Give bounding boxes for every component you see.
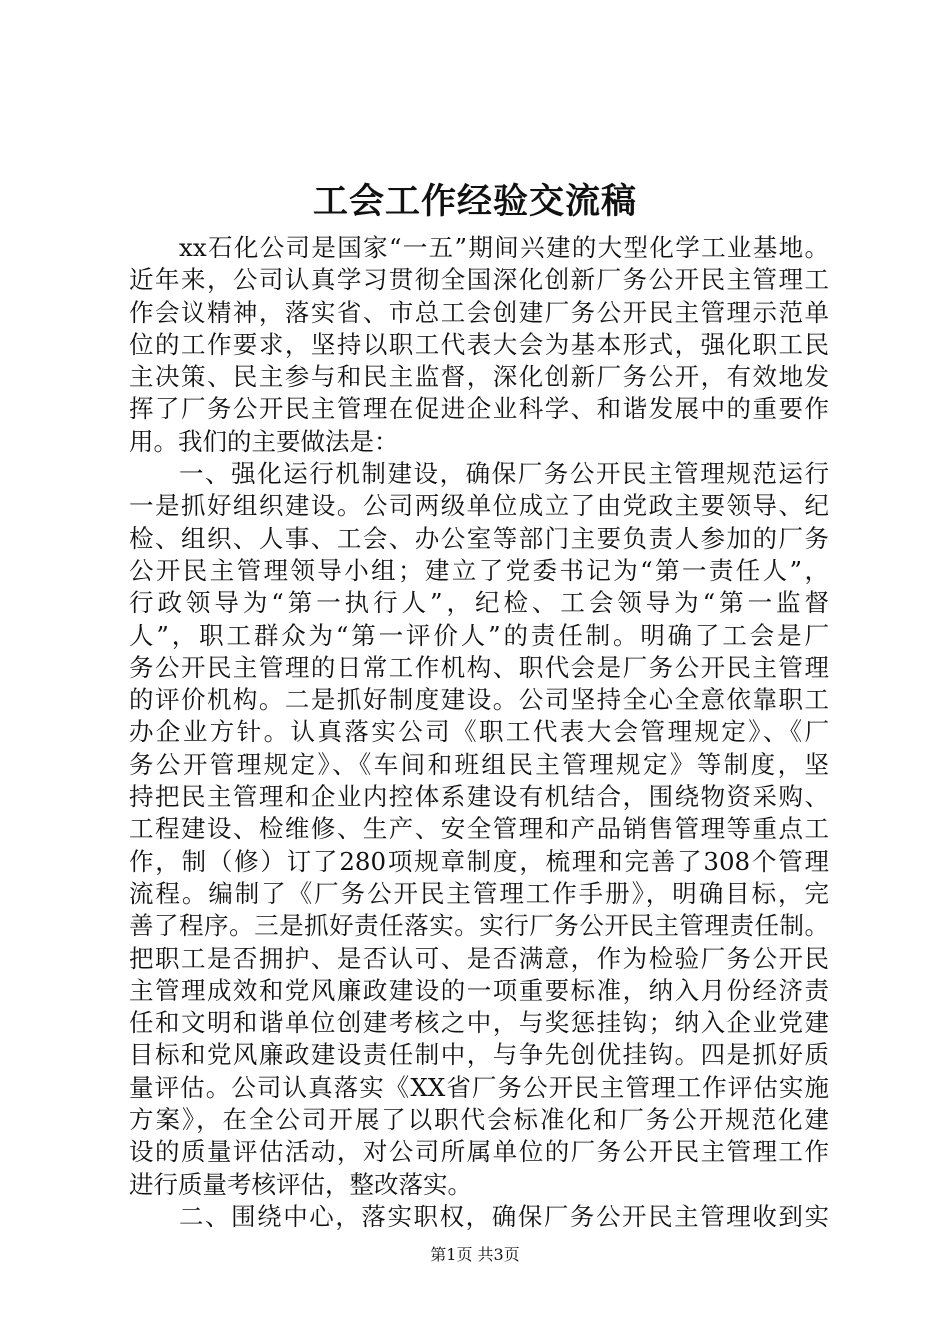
body-line: 把职工是否拥护、是否认可、是否满意，作为检验厂务公开民 — [129, 943, 829, 973]
body-line: xx石化公司是国家“一五”期间兴建的大型化学工业基地。 — [179, 233, 829, 262]
body-line: 流程。编制了《厂务公开民主管理工作手册》，明确目标，完 — [129, 878, 829, 908]
body-line: 务公开管理规定》、《车间和班组民主管理规定》等制度，坚 — [129, 749, 829, 779]
body-line: 方案》，在全公司开展了以职代会标准化和厂务公开规范化建 — [129, 1105, 829, 1135]
body-line: 工程建设、检维修、生产、安全管理和产品销售管理等重点工 — [129, 814, 829, 844]
body-line: 目标和党风廉政建设责任制中，与争先创优挂钩。四是抓好质 — [129, 1040, 829, 1070]
body-line: 务公开民主管理的日常工作机构、职代会是厂务公开民主管理 — [129, 652, 829, 682]
body-line: 用。我们的主要做法是： — [129, 426, 399, 456]
body-line: 近年来，公司认真学习贯彻全国深化创新厂务公开民主管理工 — [129, 265, 829, 295]
body-line: 进行质量考核评估，整改落实。 — [129, 1169, 472, 1199]
body-line: 设的质量评估活动，对公司所属单位的厂务公开民主管理工作 — [129, 1137, 829, 1167]
document-title: 工会工作经验交流稿 — [312, 181, 637, 222]
page-number-footer: 第1页 共3页 — [430, 1245, 520, 1264]
body-line: 办企业方针。认真落实公司《职工代表大会管理规定》、《厂 — [129, 717, 829, 747]
body-line: 检、组织、人事、工会、办公室等部门主要负责人参加的厂务 — [129, 523, 829, 553]
body-line: 作，制（修）订了280项规章制度，梳理和完善了308个管理 — [129, 846, 829, 876]
body-line: 位的工作要求，坚持以职工代表大会为基本形式，强化职工民 — [129, 329, 829, 359]
body-line: 挥了厂务公开民主管理在促进企业科学、和谐发展中的重要作 — [129, 394, 829, 424]
body-line: 作会议精神，落实省、市总工会创建厂务公开民主管理示范单 — [129, 297, 829, 327]
document-body — [129, 232, 829, 1233]
body-line: 量评估。公司认真落实《XX省厂务公开民主管理工作评估实施 — [129, 1072, 829, 1102]
body-line: 公开民主管理领导小组；建立了党委书记为“第一责任人”， — [129, 555, 829, 585]
body-line: 任和文明和谐单位创建考核之中，与奖惩挂钩；纳入企业党建 — [129, 1008, 829, 1038]
body-line: 持把民主管理和企业内控体系建设有机结合，围绕物资采购、 — [129, 782, 829, 812]
body-line: 的评价机构。二是抓好制度建设。公司坚持全心全意依靠职工 — [129, 685, 829, 715]
body-line: 一是抓好组织建设。公司两级单位成立了由党政主要领导、纪 — [129, 491, 829, 521]
body-line: 主管理成效和党风廉政建设的一项重要标准，纳入月份经济责 — [129, 975, 829, 1005]
section-heading-line: 一、强化运行机制建设，确保厂务公开民主管理规范运行 — [179, 459, 829, 489]
body-line: 主决策、民主参与和民主监督，深化创新厂务公开，有效地发 — [129, 362, 829, 392]
body-line: 善了程序。三是抓好责任落实。实行厂务公开民主管理责任制。 — [129, 911, 829, 941]
section-heading-line: 二、围绕中心，落实职权，确保厂务公开民主管理收到实 — [179, 1201, 829, 1231]
body-line: 行政领导为“第一执行人”，纪检、工会领导为“第一监督 — [129, 588, 829, 618]
body-line: 人”，职工群众为“第一评价人”的责任制。明确了工会是厂 — [129, 620, 829, 650]
